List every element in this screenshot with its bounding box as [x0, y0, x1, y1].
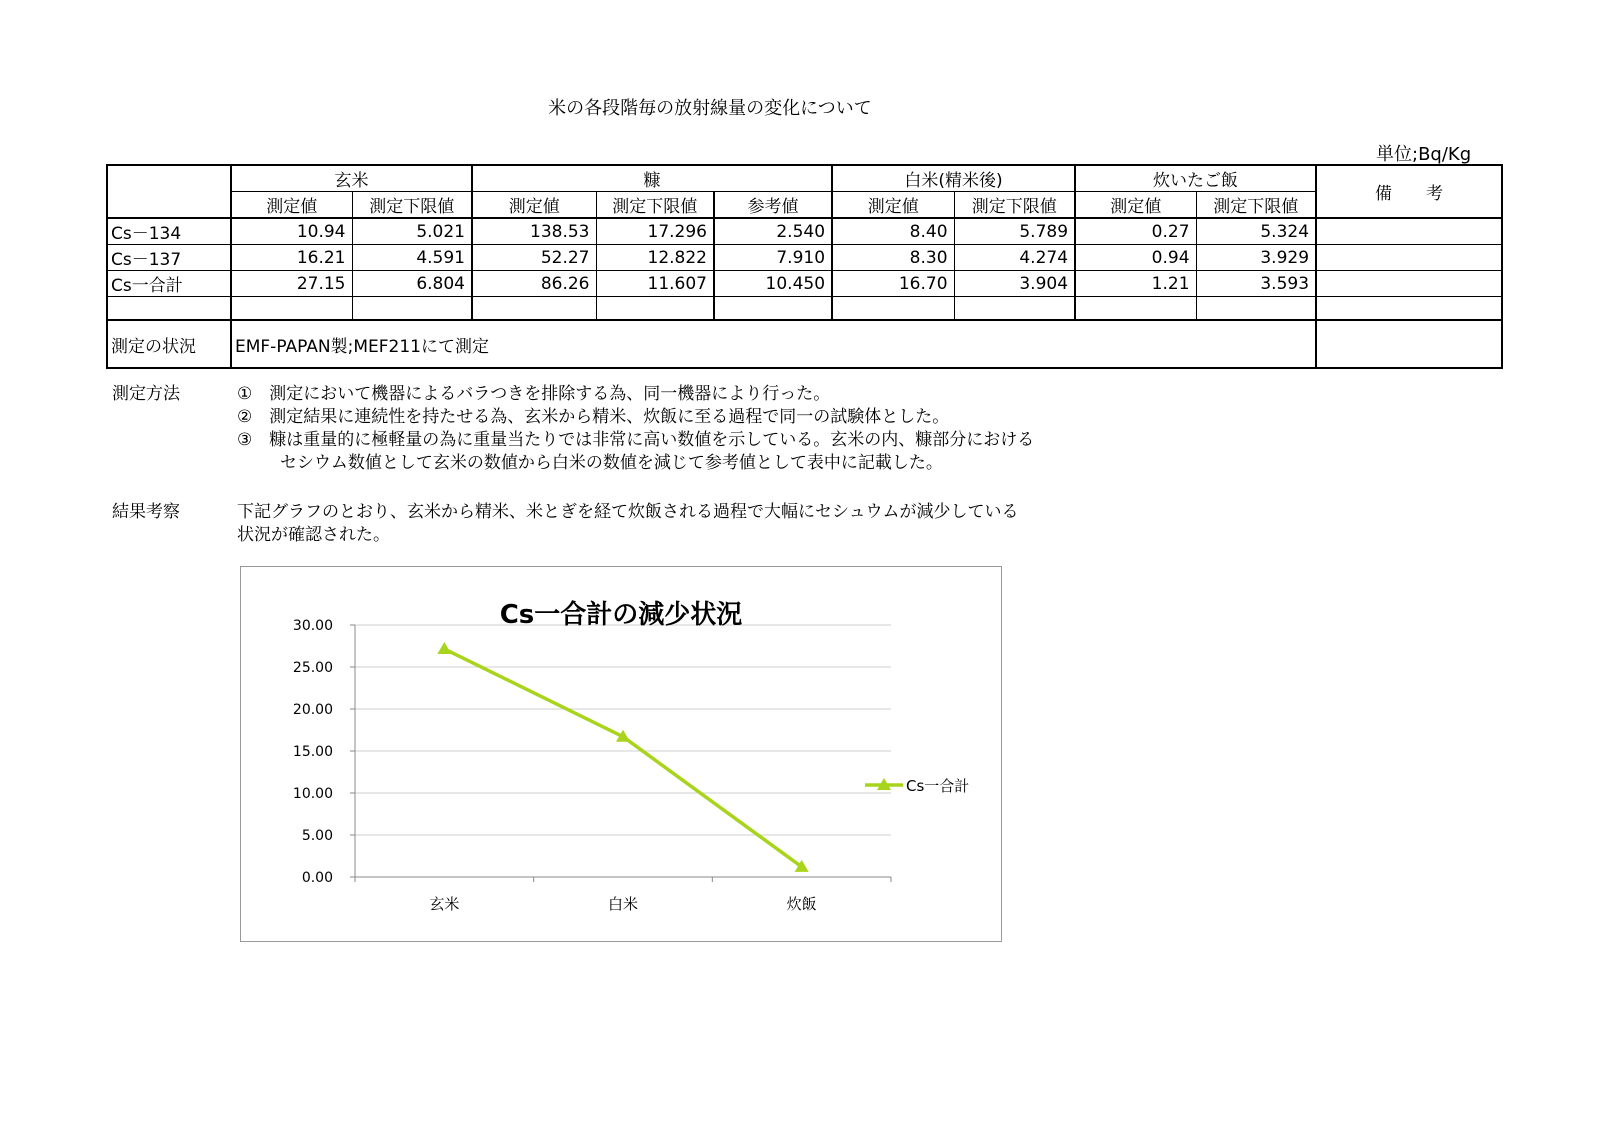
empty-cell: [107, 297, 231, 321]
measurement-table: [106, 164, 1503, 369]
empty-cell: [1196, 297, 1316, 321]
value-cell: 12.822: [596, 245, 714, 271]
row-label: Cs－134: [107, 218, 231, 245]
value-cell: 7.910: [714, 245, 832, 271]
value-cell: 0.27: [1075, 218, 1196, 245]
table-row: [107, 218, 1502, 245]
x-tick-label: 炊飯: [786, 895, 817, 913]
method-item-2: ② 測定結果に連続性を持たせる為、玄米から精米、炊飯に至る過程で同一の試験体とした。: [237, 407, 950, 427]
empty-cell: [954, 297, 1075, 321]
result-line-2: 状況が確認された。: [237, 525, 390, 545]
empty-cell: [1075, 297, 1196, 321]
y-tick-label: 20.00: [292, 702, 333, 718]
method-item-3: ③ 糠は重量的に極軽量の為に重量当たりでは非常に高い数値を示している。玄米の内、糠部分における: [237, 430, 1035, 450]
value-cell: 5.789: [954, 218, 1075, 245]
sub-header-row: [107, 192, 1502, 219]
remarks-cell: [1316, 271, 1502, 297]
value-cell: 16.21: [231, 245, 352, 271]
group-header-nuka: 糠: [472, 165, 832, 192]
sub-header: 測定下限値: [352, 192, 472, 219]
value-cell: 11.607: [596, 271, 714, 297]
unit-label: 単位;Bq/Kg: [1376, 144, 1472, 165]
remarks-cell: [1316, 218, 1502, 245]
value-cell: 27.15: [231, 271, 352, 297]
value-cell: 138.53: [472, 218, 596, 245]
y-tick-label: 15.00: [292, 744, 333, 760]
value-cell: 4.591: [352, 245, 472, 271]
value-cell: 3.929: [1196, 245, 1316, 271]
table-row: [107, 271, 1502, 297]
value-cell: 0.94: [1075, 245, 1196, 271]
y-tick-label: 0.00: [301, 870, 333, 886]
empty-cell: [596, 297, 714, 321]
line-chart: [241, 567, 1001, 941]
value-cell: 6.804: [352, 271, 472, 297]
result-line-1: 下記グラフのとおり、玄米から精米、米とぎを経て炊飯される過程で大幅にセシュウムが減少している: [237, 502, 1019, 522]
method-item-3-continued: セシウム数値として玄米の数値から白米の数値を減じて参考値として表中に記載した。: [280, 453, 943, 473]
value-cell: 5.324: [1196, 218, 1316, 245]
value-cell: 8.40: [832, 218, 954, 245]
group-header-hakumai: 白米(精米後): [832, 165, 1075, 192]
status-value: EMF-PAPAN製;MEF211にて測定: [231, 320, 1316, 368]
status-remarks-cell: [1316, 320, 1502, 368]
y-tick-label: 30.00: [292, 618, 333, 634]
status-row: [107, 320, 1502, 368]
y-tick-label: 25.00: [292, 660, 333, 676]
group-header-gohan: 炊いたご飯: [1075, 165, 1316, 192]
sub-header: 測定値: [832, 192, 954, 219]
corner-cell: [107, 165, 231, 218]
empty-cell: [472, 297, 596, 321]
value-cell: 2.540: [714, 218, 832, 245]
value-cell: 17.296: [596, 218, 714, 245]
status-label: 測定の状況: [107, 320, 231, 368]
sub-header: 測定下限値: [596, 192, 714, 219]
empty-cell: [352, 297, 472, 321]
value-cell: 86.26: [472, 271, 596, 297]
page-title: 米の各段階毎の放射線量の変化について: [548, 98, 872, 119]
chart-title: Cs一合計の減少状況: [499, 600, 743, 630]
sub-header: 測定値: [231, 192, 352, 219]
value-cell: 10.450: [714, 271, 832, 297]
series-line: [444, 649, 801, 867]
empty-cell: [714, 297, 832, 321]
sub-header: 測定値: [1075, 192, 1196, 219]
sub-header: 測定下限値: [954, 192, 1075, 219]
chart-container: [240, 566, 1002, 942]
x-tick-label: 白米: [607, 895, 639, 913]
value-cell: 8.30: [832, 245, 954, 271]
value-cell: 5.021: [352, 218, 472, 245]
table-row: [107, 245, 1502, 271]
empty-cell: [1316, 297, 1502, 321]
remarks-header: 備 考: [1316, 165, 1502, 218]
legend-label: Cs一合計: [906, 777, 970, 795]
value-cell: 3.593: [1196, 271, 1316, 297]
x-tick-label: 玄米: [429, 895, 460, 913]
sub-header: 測定下限値: [1196, 192, 1316, 219]
value-cell: 4.274: [954, 245, 1075, 271]
remarks-cell: [1316, 245, 1502, 271]
value-cell: 10.94: [231, 218, 352, 245]
empty-cell: [832, 297, 954, 321]
group-header-genmai: 玄米: [231, 165, 472, 192]
y-tick-label: 10.00: [292, 786, 333, 802]
table-row-empty: [107, 297, 1502, 321]
value-cell: 3.904: [954, 271, 1075, 297]
empty-cell: [231, 297, 352, 321]
sub-header: 測定値: [472, 192, 596, 219]
data-point: [437, 642, 451, 654]
row-label: Cs－137: [107, 245, 231, 271]
value-cell: 1.21: [1075, 271, 1196, 297]
result-label: 結果考察: [112, 502, 180, 522]
row-label: Cs一合計: [107, 271, 231, 297]
value-cell: 16.70: [832, 271, 954, 297]
value-cell: 52.27: [472, 245, 596, 271]
y-tick-label: 5.00: [301, 828, 333, 844]
sub-header: 参考値: [714, 192, 832, 219]
method-label: 測定方法: [112, 384, 180, 404]
method-item-1: ① 測定において機器によるバラつきを排除する為、同一機器により行った。: [237, 384, 831, 404]
group-header-row: [107, 165, 1502, 192]
